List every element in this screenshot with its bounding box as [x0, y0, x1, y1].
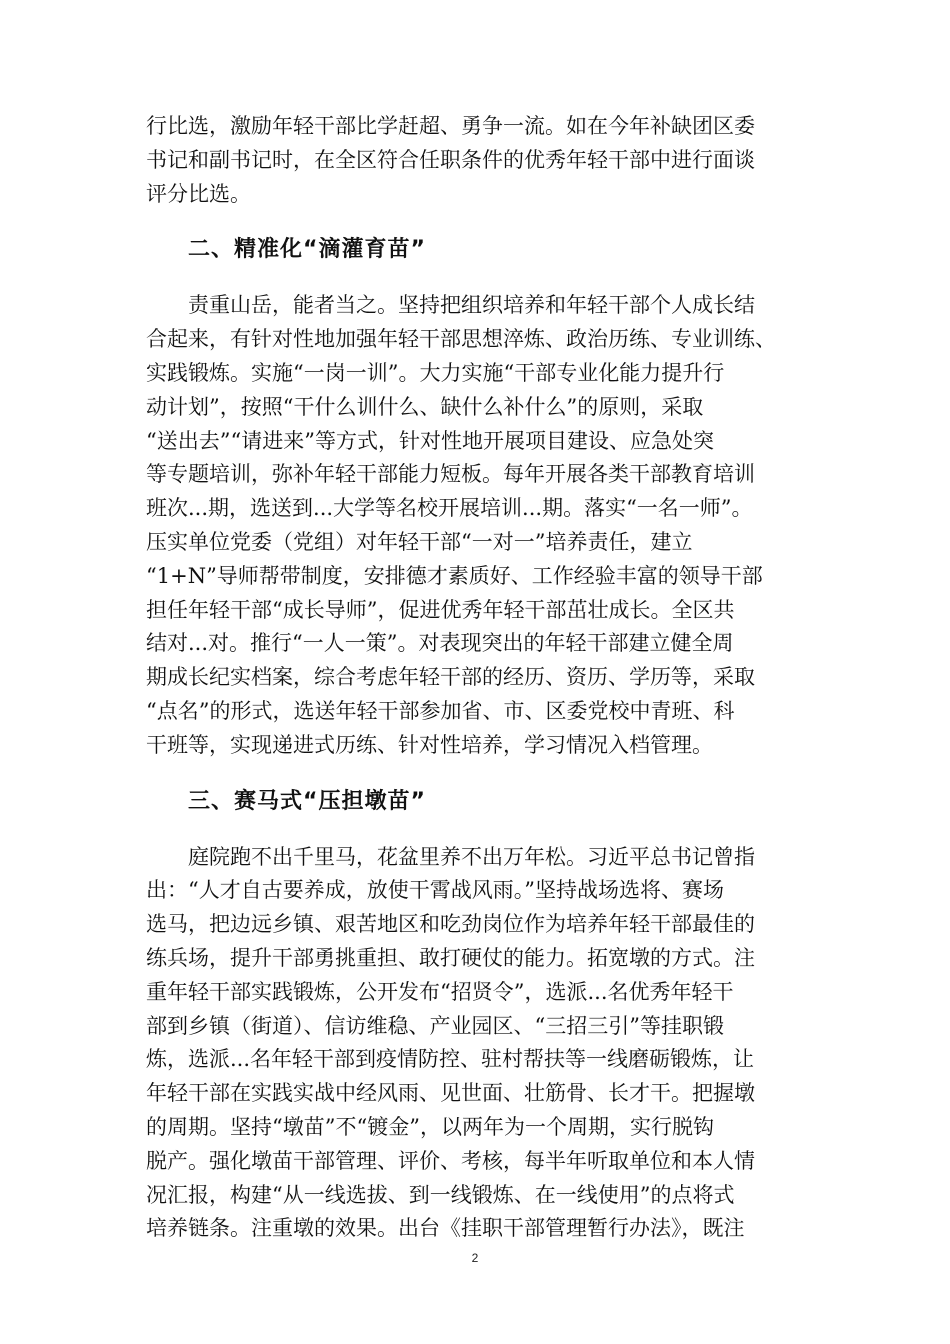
text-line: 行比选，激励年轻干部比学赶超、勇争一流。如在今年补缺团区委 [146, 114, 755, 138]
text-line: 干班等，实现递进式历练、针对性培养，学习情况入档管理。 [146, 732, 713, 757]
section-heading: 二、精准化“滴灌育苗” [188, 237, 426, 263]
text-line: 结对...对。推行“一人一策”。对表现突出的年轻干部建立健全周 [146, 631, 734, 656]
text-line: 重年轻干部实践锻炼，公开发布“招贤令”，选派...名优秀年轻干 [146, 979, 734, 1004]
text-line: “送出去”“请进来”等方式，针对性地开展项目建设、应急处突 [146, 428, 714, 453]
text-line: “点名”的形式，选送年轻干部参加省、市、区委党校中青班、科 [146, 698, 735, 723]
text-line: 合起来，有针对性地加强年轻干部思想淬炼、政治历练、专业训练、 [146, 327, 776, 352]
text-line: 评分比选。 [146, 181, 251, 206]
text-line: 期成长纪实档案，综合考虑年轻干部的经历、资历、学历等，采取 [146, 665, 755, 690]
text-line: 动计划”，按照“干什么训什么、缺什么补什么”的原则，采取 [146, 394, 704, 419]
document-body [146, 110, 806, 1246]
text-line: 等专题培训，弥补年轻干部能力短板。每年开展各类干部教育培训 [146, 462, 755, 487]
text-line: 实践锻炼。实施“一岗一训”。大力实施“干部专业化能力提升行 [146, 360, 725, 385]
text-line: 炼，选派...名年轻干部到疫情防控、驻村帮扶等一线磨砺锻炼，让 [146, 1047, 755, 1072]
text-line: 书记和副书记时，在全区符合任职条件的优秀年轻干部中进行面谈 [146, 147, 755, 172]
text-line: 况汇报，构建“从一线选拔、到一线锻炼、在一线使用”的点将式 [146, 1182, 735, 1207]
paragraph [146, 110, 806, 211]
text-line: 培养链条。注重墩的效果。出台《挂职干部管理暂行办法》，既注 [146, 1216, 745, 1241]
text-line: 练兵场，提升干部勇挑重担、敢打硬仗的能力。拓宽墩的方式。注 [146, 945, 755, 970]
paragraph [146, 289, 806, 762]
text-line: “1+N”导师帮带制度，安排德才素质好、工作经验丰富的领导干部 [146, 563, 763, 588]
text-line: 部到乡镇（街道）、信访维稳、产业园区、“三招三引”等挂职锻 [146, 1013, 724, 1038]
text-line: 年轻干部在实践实战中经风雨、见世面、壮筋骨、长才干。把握墩 [146, 1081, 755, 1106]
text-line: 责重山岳，能者当之。坚持把组织培养和年轻干部个人成长结 [188, 293, 755, 318]
page-number: 2 [471, 1251, 479, 1265]
text-line: 脱产。强化墩苗干部管理、评价、考核，每半年听取单位和本人情 [146, 1148, 755, 1173]
text-line: 选马，把边远乡镇、艰苦地区和吃劲岗位作为培养年轻干部最佳的 [146, 912, 755, 937]
section-heading: 三、赛马式“压担墩苗” [188, 788, 426, 814]
text-line: 的周期。坚持“墩苗”不“镀金”，以两年为一个周期，实行脱钩 [146, 1114, 714, 1139]
text-line: 压实单位党委（党组）对年轻干部“一对一”培养责任，建立 [146, 529, 693, 554]
text-line: 庭院跑不出千里马，花盆里养不出万年松。习近平总书记曾指 [188, 844, 755, 869]
text-line: 出：“人才自古要养成，放使干霄战风雨。”坚持战场选将、赛场 [146, 878, 724, 903]
paragraph [146, 841, 806, 1247]
text-line: 班次...期，选送到...大学等名校开展培训...期。落实“一名一师”。 [146, 496, 753, 521]
text-line: 担任年轻干部“成长导师”，促进优秀年轻干部茁壮成长。全区共 [146, 597, 735, 622]
